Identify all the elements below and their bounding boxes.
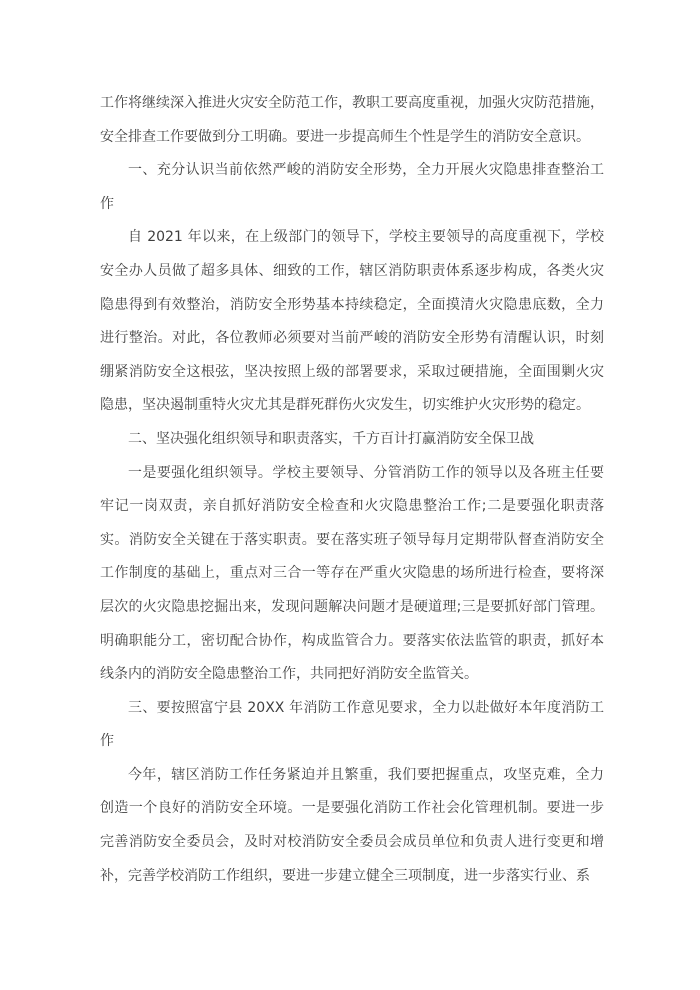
text-line: 层次的火灾隐患挖掘出来，发现问题解决问题才是硬道理;三是要抓好部门管理。 [100,598,604,615]
text-line: 创造一个良好的消防安全环境。一是要强化消防工作社会化管理机制。要进一步 [100,800,604,817]
document-body [100,87,604,893]
text-line: 工作制度的基础上，重点对三合一等存在严重火灾隐患的场所进行检查，要将深 [100,565,604,582]
text-line: 完善消防安全委员会，及时对校消防安全委员会成员单位和负责人进行变更和增 [100,834,604,851]
text-line: 隐患，坚决遏制重特火灾尤其是群死群伤火灾发生，切实维护火灾形势的稳定。 [100,397,590,414]
text-line: 今年，辖区消防工作任务紧迫并且繁重，我们要把握重点，攻坚克难，全力 [128,766,604,783]
text-line: 进行整治。对此，各位教师必须要对当前严峻的消防安全形势有清醒认识，时刻 [100,330,604,347]
text-line: 安全排查工作要做到分工明确。要进一步提高师生个性是学生的消防安全意识。 [100,128,590,145]
text-line: 二、坚决强化组织领导和职责落实，千方百计打赢消防安全保卫战 [128,430,534,447]
text-line: 线条内的消防安全隐患整治工作，共同把好消防安全监管关。 [100,666,478,683]
text-line: 牢记一岗双责，亲自抓好消防安全检查和火灾隐患整治工作;二是要强化职责落 [100,498,604,515]
text-line: 隐患得到有效整治，消防安全形势基本持续稳定，全面摸清火灾隐患底数，全力 [100,296,604,313]
text-line: 工作将继续深入推进火灾安全防范工作，教职工要高度重视，加强火灾防范措施， [100,95,604,111]
text-line: 一是要强化组织领导。学校主要领导、分管消防工作的领导以及各班主任要 [128,464,604,481]
text-line: 实。消防安全关键在于落实职责。要在落实班子领导每月定期带队督查消防安全 [100,531,604,548]
text-line: 补，完善学校消防工作组织，要进一步建立健全三项制度，进一步落实行业、系 [100,867,590,884]
text-line: 绷紧消防安全这根弦，坚决按照上级的部署要求，采取过硬措施，全面围剿火灾 [100,363,604,380]
text-line: 自 2021 年以来，在上级部门的领导下，学校主要领导的高度重视下，学校 [128,229,604,246]
text-line: 一、充分认识当前依然严峻的消防安全形势，全力开展火灾隐患排查整治工 [128,162,604,179]
text-line: 三、要按照富宁县 20XX 年消防工作意见要求，全力以赴做好本年度消防工 [128,699,604,716]
text-line: 作 [100,733,114,750]
text-line: 安全办人员做了超多具体、细致的工作，辖区消防职责体系逐步构成，各类火灾 [100,262,604,279]
text-line: 作 [100,195,114,212]
text-line: 明确职能分工，密切配合协作，构成监管合力。要落实依法监管的职责，抓好本 [100,632,604,649]
